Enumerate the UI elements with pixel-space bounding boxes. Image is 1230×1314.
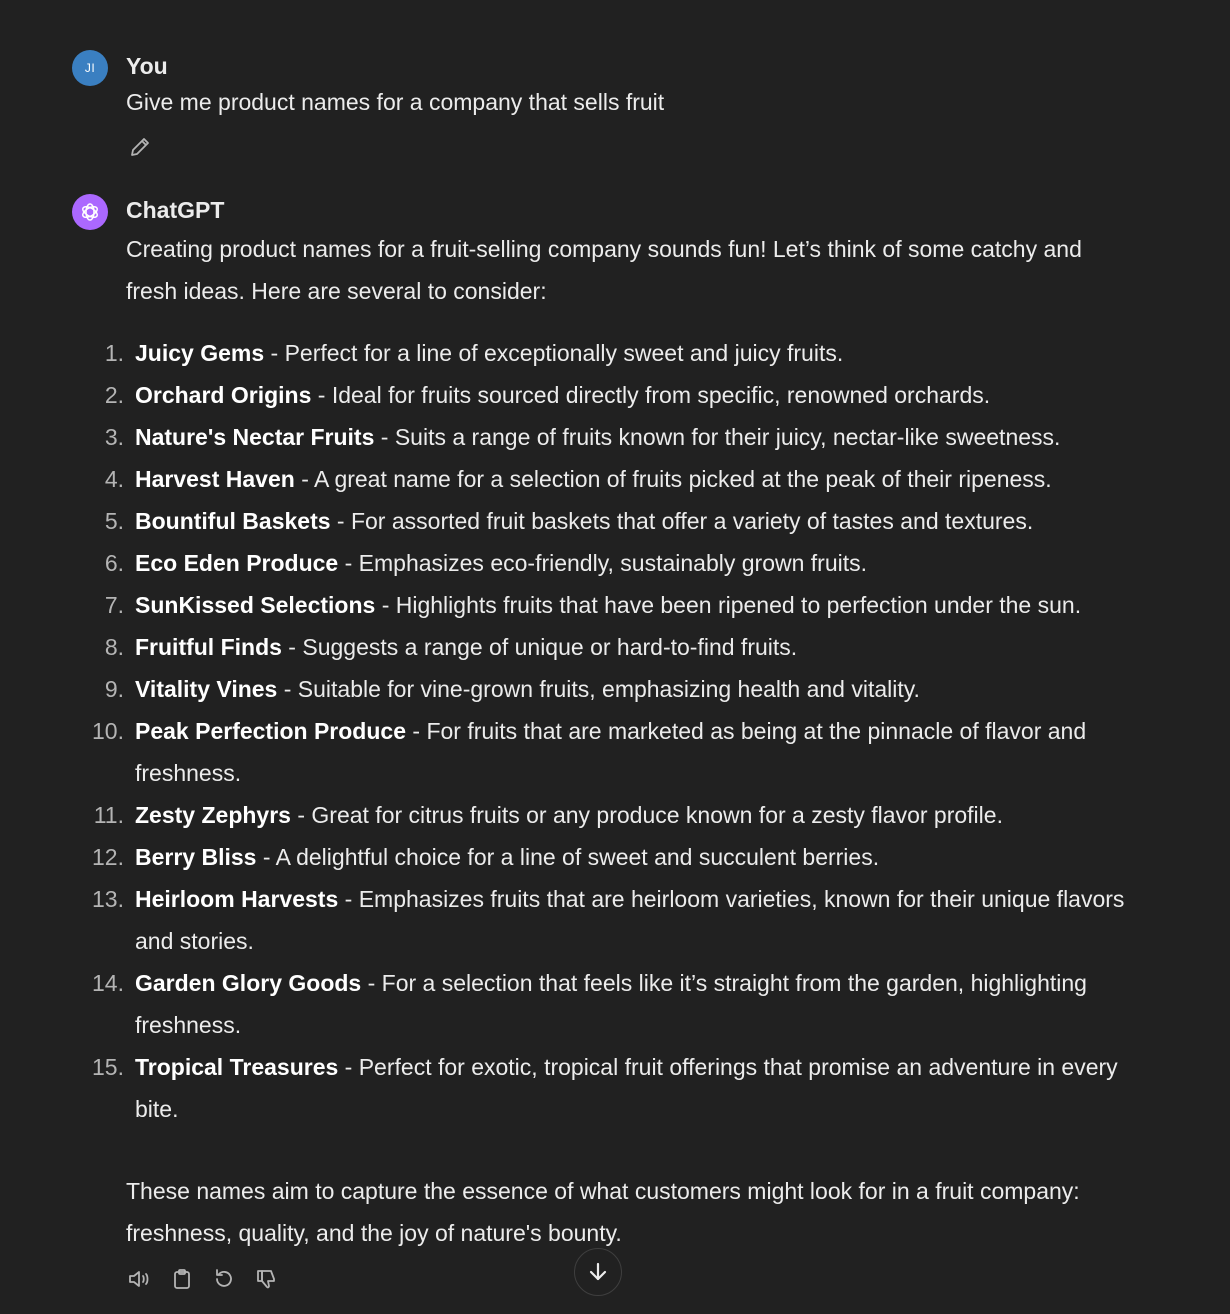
regenerate-icon[interactable] <box>210 1265 238 1293</box>
list-item-description: - Ideal for fruits sourced directly from specific, renowned orchards. <box>311 382 991 408</box>
list-item <box>72 332 1162 374</box>
list-item-name: Juicy Gems <box>135 340 265 366</box>
read-aloud-icon[interactable] <box>126 1265 154 1293</box>
copy-icon[interactable] <box>168 1265 196 1293</box>
user-message <box>72 50 1170 170</box>
list-item <box>72 710 1162 794</box>
user-message-text: Give me product names for a company that sells fruit <box>126 89 665 115</box>
list-item <box>72 878 1162 962</box>
assistant-message <box>72 194 1170 1304</box>
list-item-description: - Great for citrus fruits or any produce known for a zesty flavor profile. <box>290 802 1003 828</box>
list-item-description: - A great name for a selection of fruits picked at the peak of their ripeness. <box>294 466 1052 492</box>
list-item-number: 15. <box>92 1054 124 1080</box>
list-item-name: Orchard Origins <box>135 382 312 408</box>
list-item-number: 3. <box>104 424 124 450</box>
list-item-description: - Highlights fruits that have been ripened to perfection under the sun. <box>375 592 1082 618</box>
scroll-to-bottom-button[interactable] <box>574 1248 622 1296</box>
list-item-description: - A delightful choice for a line of sweet and succulent berries. <box>256 844 880 870</box>
list-item <box>72 668 1162 710</box>
list-item-number: 2. <box>104 382 124 408</box>
list-item <box>72 962 1162 1046</box>
list-item <box>72 794 1162 836</box>
assistant-outro-text: These names aim to capture the essence of what customers might look for in a fruit company: freshness, quality, and the joy of nature's bounty. <box>126 1178 1080 1246</box>
list-item-number: 4. <box>104 466 124 492</box>
list-item-number: 10. <box>92 718 124 744</box>
list-item <box>72 584 1162 626</box>
user-avatar <box>72 50 108 86</box>
list-item-description: - Suggests a range of unique or hard-to-find fruits. <box>281 634 798 660</box>
list-item-description: - Perfect for exotic, tropical fruit offerings that promise an adventure in every bite. <box>135 1054 1118 1122</box>
assistant-intro-text: Creating product names for a fruit-selling company sounds fun! Let’s think of some catchy and fresh ideas. Here are several to consider: <box>126 236 1082 304</box>
list-item-name: Nature's Nectar Fruits <box>135 424 375 450</box>
list-item-name: Zesty Zephyrs <box>135 802 291 828</box>
list-item-number: 1. <box>104 340 124 366</box>
pencil-icon[interactable] <box>126 133 154 161</box>
list-item-description: - Perfect for a line of exceptionally sweet and juicy fruits. <box>264 340 844 366</box>
list-item <box>72 416 1162 458</box>
list-item-name: Eco Eden Produce <box>135 550 339 576</box>
list-item <box>72 374 1162 416</box>
list-item-description: - For assorted fruit baskets that offer a variety of tastes and textures. <box>330 508 1034 534</box>
list-item-description: - Suitable for vine-grown fruits, emphasizing health and vitality. <box>277 676 920 702</box>
list-item-description: - For a selection that feels like it’s straight from the garden, highlighting freshness. <box>135 970 1087 1038</box>
openai-logo-icon <box>72 194 108 230</box>
list-item-number: 11. <box>93 802 124 828</box>
assistant-author-name: ChatGPT <box>126 197 225 223</box>
list-item <box>72 626 1162 668</box>
user-author-name: You <box>126 53 168 79</box>
list-item-number: 9. <box>104 676 124 702</box>
list-item <box>72 500 1162 542</box>
list-item-name: Bountiful Baskets <box>135 508 331 534</box>
thumbs-down-icon[interactable] <box>252 1265 280 1293</box>
user-avatar-initials: JI <box>84 61 96 75</box>
product-name-list <box>72 332 1162 1130</box>
list-item-name: Vitality Vines <box>135 676 278 702</box>
list-item-number: 6. <box>104 550 124 576</box>
list-item-number: 13. <box>92 886 124 912</box>
list-item-number: 5. <box>104 508 124 534</box>
list-item-number: 8. <box>104 634 124 660</box>
list-item-name: Fruitful Finds <box>135 634 282 660</box>
list-item-name: Berry Bliss <box>135 844 257 870</box>
list-item-name: Harvest Haven <box>135 466 295 492</box>
list-item-name: Garden Glory Goods <box>135 970 362 996</box>
list-item <box>72 1046 1162 1130</box>
list-item-name: Peak Perfection Produce <box>135 718 406 744</box>
list-item-description: - For fruits that are marketed as being at the pinnacle of flavor and freshness. <box>135 718 1087 786</box>
list-item-description: - Emphasizes eco-friendly, sustainably grown fruits. <box>338 550 868 576</box>
list-item <box>72 458 1162 500</box>
list-item-description: - Emphasizes fruits that are heirloom varieties, known for their unique flavors and stories. <box>135 886 1125 954</box>
list-item-number: 12. <box>92 844 124 870</box>
list-item <box>72 542 1162 584</box>
list-item-number: 7. <box>104 592 124 618</box>
list-item-number: 14. <box>92 970 124 996</box>
list-item-name: SunKissed Selections <box>135 592 376 618</box>
list-item <box>72 836 1162 878</box>
arrow-down-icon <box>586 1260 610 1284</box>
list-item-name: Tropical Treasures <box>135 1054 339 1080</box>
list-item-name: Heirloom Harvests <box>135 886 339 912</box>
list-item-description: - Suits a range of fruits known for their juicy, nectar-like sweetness. <box>374 424 1061 450</box>
